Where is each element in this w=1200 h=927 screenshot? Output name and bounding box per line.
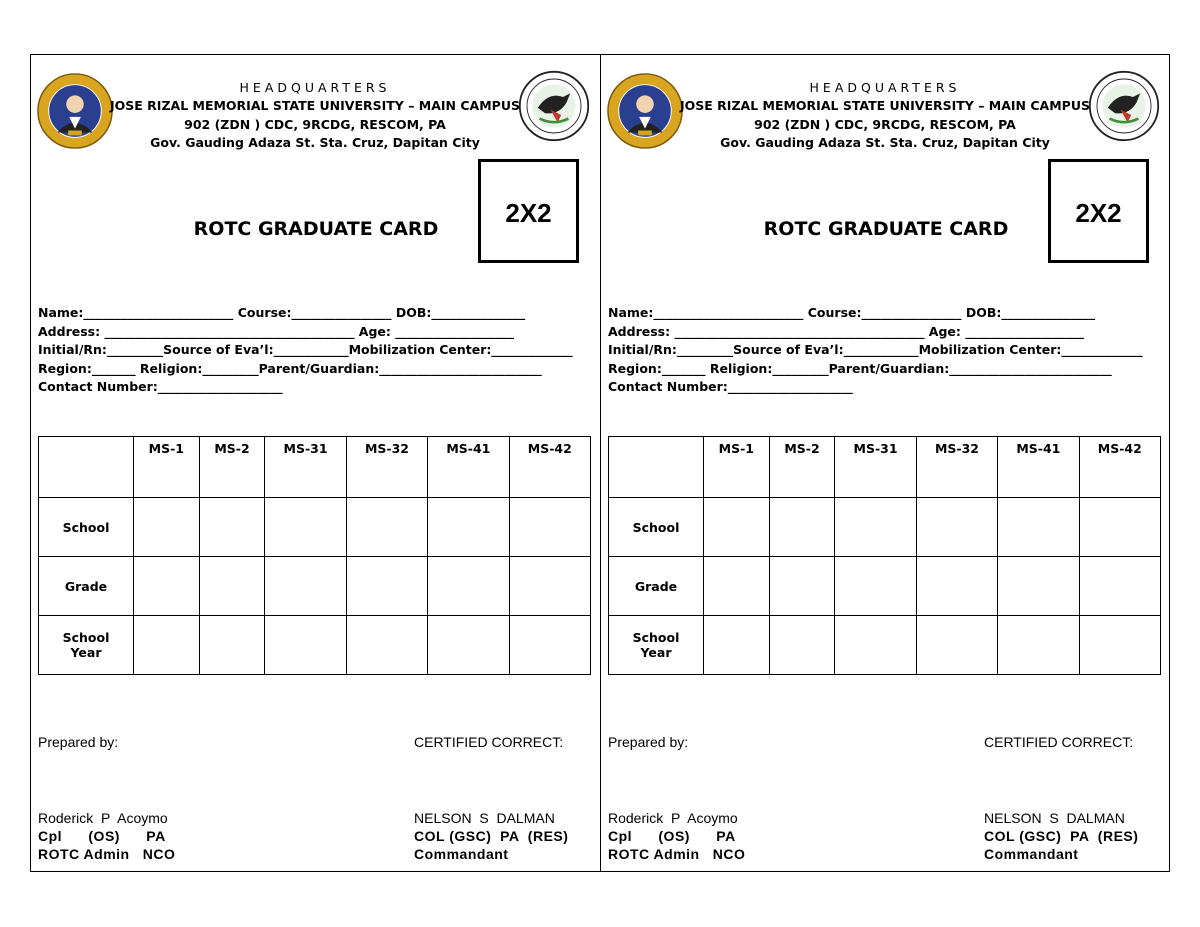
field-contact-number[interactable]: Contact Number:____________________	[608, 379, 853, 394]
grade-entry-cell[interactable]	[998, 557, 1079, 616]
grade-entry-cell[interactable]	[704, 557, 770, 616]
grade-entry-cell[interactable]	[1079, 616, 1160, 675]
grade-entry-cell[interactable]	[769, 498, 835, 557]
preparer-name: Roderick P Acoymo	[608, 810, 738, 826]
headquarters-heading: HEADQUARTERS	[809, 80, 961, 95]
grade-entry-cell[interactable]	[265, 498, 346, 557]
grade-entry-cell[interactable]	[704, 616, 770, 675]
table-header-row	[39, 437, 591, 498]
certified-correct-label: CERTIFIED CORRECT:	[984, 734, 1134, 750]
grade-entry-cell[interactable]	[346, 557, 427, 616]
grade-entry-cell[interactable]	[346, 498, 427, 557]
field-region-religion-guardian[interactable]: Region:_______ Religion:_________Parent/Guardian:__________________________	[608, 361, 1112, 376]
row-label: School	[609, 498, 704, 557]
grade-entry-cell[interactable]	[1079, 498, 1160, 557]
certifier-name: NELSON S DALMAN	[984, 810, 1125, 826]
column-header: MS-32	[916, 437, 997, 498]
field-name-course-dob[interactable]: Name:________________________ Course:________________ DOB:_______________	[608, 305, 1096, 320]
grades-table	[608, 436, 1161, 675]
certifier-rank: COL (GSC) PA (RES)	[984, 828, 1139, 844]
column-header: MS-2	[199, 437, 265, 498]
table-row	[609, 498, 1161, 557]
table-row	[609, 616, 1161, 675]
grade-entry-cell[interactable]	[998, 616, 1079, 675]
field-address-age[interactable]: Address: ________________________________________ Age: ___________________	[608, 324, 1084, 339]
photo-box: 2X2	[1048, 159, 1149, 263]
grade-entry-cell[interactable]	[428, 616, 509, 675]
certifier-rank: COL (GSC) PA (RES)	[414, 828, 569, 844]
field-initial-source-mobilization[interactable]: Initial/Rn:_________Source of Eva’l:____________Mobilization Center:_____________	[38, 342, 573, 357]
grade-entry-cell[interactable]	[509, 557, 590, 616]
row-label: School	[39, 498, 134, 557]
rotc-graduate-card-right	[600, 54, 1170, 872]
table-row	[39, 557, 591, 616]
row-label: Grade	[609, 557, 704, 616]
field-region-religion-guardian[interactable]: Region:_______ Religion:_________Parent/Guardian:__________________________	[38, 361, 542, 376]
university-name: JOSE RIZAL MEMORIAL STATE UNIVERSITY – MAIN CAMPUS	[680, 98, 1090, 113]
preparer-signature-block	[608, 809, 745, 863]
grade-entry-cell[interactable]	[199, 557, 265, 616]
grade-entry-cell[interactable]	[509, 616, 590, 675]
certifier-signature-block	[414, 809, 568, 863]
address-line: Gov. Gauding Adaza St. Sta. Cruz, Dapitan City	[150, 135, 480, 150]
card-title: ROTC GRADUATE CARD	[193, 218, 439, 240]
grade-entry-cell[interactable]	[509, 498, 590, 557]
grade-entry-cell[interactable]	[134, 616, 200, 675]
row-label: School Year	[39, 616, 134, 675]
photo-box: 2X2	[478, 159, 579, 263]
grade-entry-cell[interactable]	[428, 557, 509, 616]
column-header: MS-31	[265, 437, 346, 498]
preparer-signature-block	[38, 809, 175, 863]
grade-entry-cell[interactable]	[428, 498, 509, 557]
grade-entry-cell[interactable]	[769, 557, 835, 616]
preparer-rank: Cpl (OS) PA	[38, 828, 166, 844]
grade-entry-cell[interactable]	[134, 498, 200, 557]
table-row	[609, 557, 1161, 616]
column-header: MS-1	[704, 437, 770, 498]
certifier-name: NELSON S DALMAN	[414, 810, 555, 826]
rotc-graduate-card-left	[30, 54, 600, 872]
grade-entry-cell[interactable]	[916, 616, 997, 675]
grade-entry-cell[interactable]	[346, 616, 427, 675]
certifier-position: Commandant	[414, 846, 509, 862]
row-label: Grade	[39, 557, 134, 616]
grade-entry-cell[interactable]	[265, 557, 346, 616]
prepared-by-label: Prepared by:	[608, 734, 689, 750]
preparer-position: ROTC Admin NCO	[38, 846, 176, 862]
certifier-position: Commandant	[984, 846, 1079, 862]
column-header: MS-1	[134, 437, 200, 498]
field-contact-number[interactable]: Contact Number:____________________	[38, 379, 283, 394]
grade-entry-cell[interactable]	[835, 498, 916, 557]
unit-designation: 902 (ZDN ) CDC, 9RCDG, RESCOM, PA	[754, 117, 1016, 132]
table-corner-cell	[609, 437, 704, 498]
preparer-name: Roderick P Acoymo	[38, 810, 168, 826]
row-label: School Year	[609, 616, 704, 675]
grade-entry-cell[interactable]	[199, 498, 265, 557]
university-name: JOSE RIZAL MEMORIAL STATE UNIVERSITY – MAIN CAMPUS	[110, 98, 520, 113]
column-header: MS-42	[1079, 437, 1160, 498]
table-header-row	[609, 437, 1161, 498]
field-name-course-dob[interactable]: Name:________________________ Course:________________ DOB:_______________	[38, 305, 526, 320]
card-title: ROTC GRADUATE CARD	[763, 218, 1009, 240]
column-header: MS-32	[346, 437, 427, 498]
column-header: MS-41	[998, 437, 1079, 498]
column-header: MS-2	[769, 437, 835, 498]
column-header: MS-41	[428, 437, 509, 498]
grades-table	[38, 436, 591, 675]
unit-designation: 902 (ZDN ) CDC, 9RCDG, RESCOM, PA	[184, 117, 446, 132]
grade-entry-cell[interactable]	[134, 557, 200, 616]
preparer-rank: Cpl (OS) PA	[608, 828, 736, 844]
grade-entry-cell[interactable]	[916, 557, 997, 616]
certifier-signature-block	[984, 809, 1138, 863]
grade-entry-cell[interactable]	[704, 498, 770, 557]
grade-entry-cell[interactable]	[769, 616, 835, 675]
grade-entry-cell[interactable]	[199, 616, 265, 675]
field-initial-source-mobilization[interactable]: Initial/Rn:_________Source of Eva’l:____________Mobilization Center:_____________	[608, 342, 1143, 357]
table-corner-cell	[39, 437, 134, 498]
grade-entry-cell[interactable]	[835, 616, 916, 675]
prepared-by-label: Prepared by:	[38, 734, 119, 750]
address-line: Gov. Gauding Adaza St. Sta. Cruz, Dapitan City	[720, 135, 1050, 150]
table-row	[39, 616, 591, 675]
grade-entry-cell[interactable]	[265, 616, 346, 675]
column-header: MS-42	[509, 437, 590, 498]
grade-entry-cell[interactable]	[1079, 557, 1160, 616]
grade-entry-cell[interactable]	[916, 498, 997, 557]
preparer-position: ROTC Admin NCO	[608, 846, 746, 862]
column-header: MS-31	[835, 437, 916, 498]
grade-entry-cell[interactable]	[835, 557, 916, 616]
certified-correct-label: CERTIFIED CORRECT:	[414, 734, 564, 750]
table-row	[39, 498, 591, 557]
headquarters-heading: HEADQUARTERS	[239, 80, 391, 95]
field-address-age[interactable]: Address: ________________________________________ Age: ___________________	[38, 324, 514, 339]
grade-entry-cell[interactable]	[998, 498, 1079, 557]
